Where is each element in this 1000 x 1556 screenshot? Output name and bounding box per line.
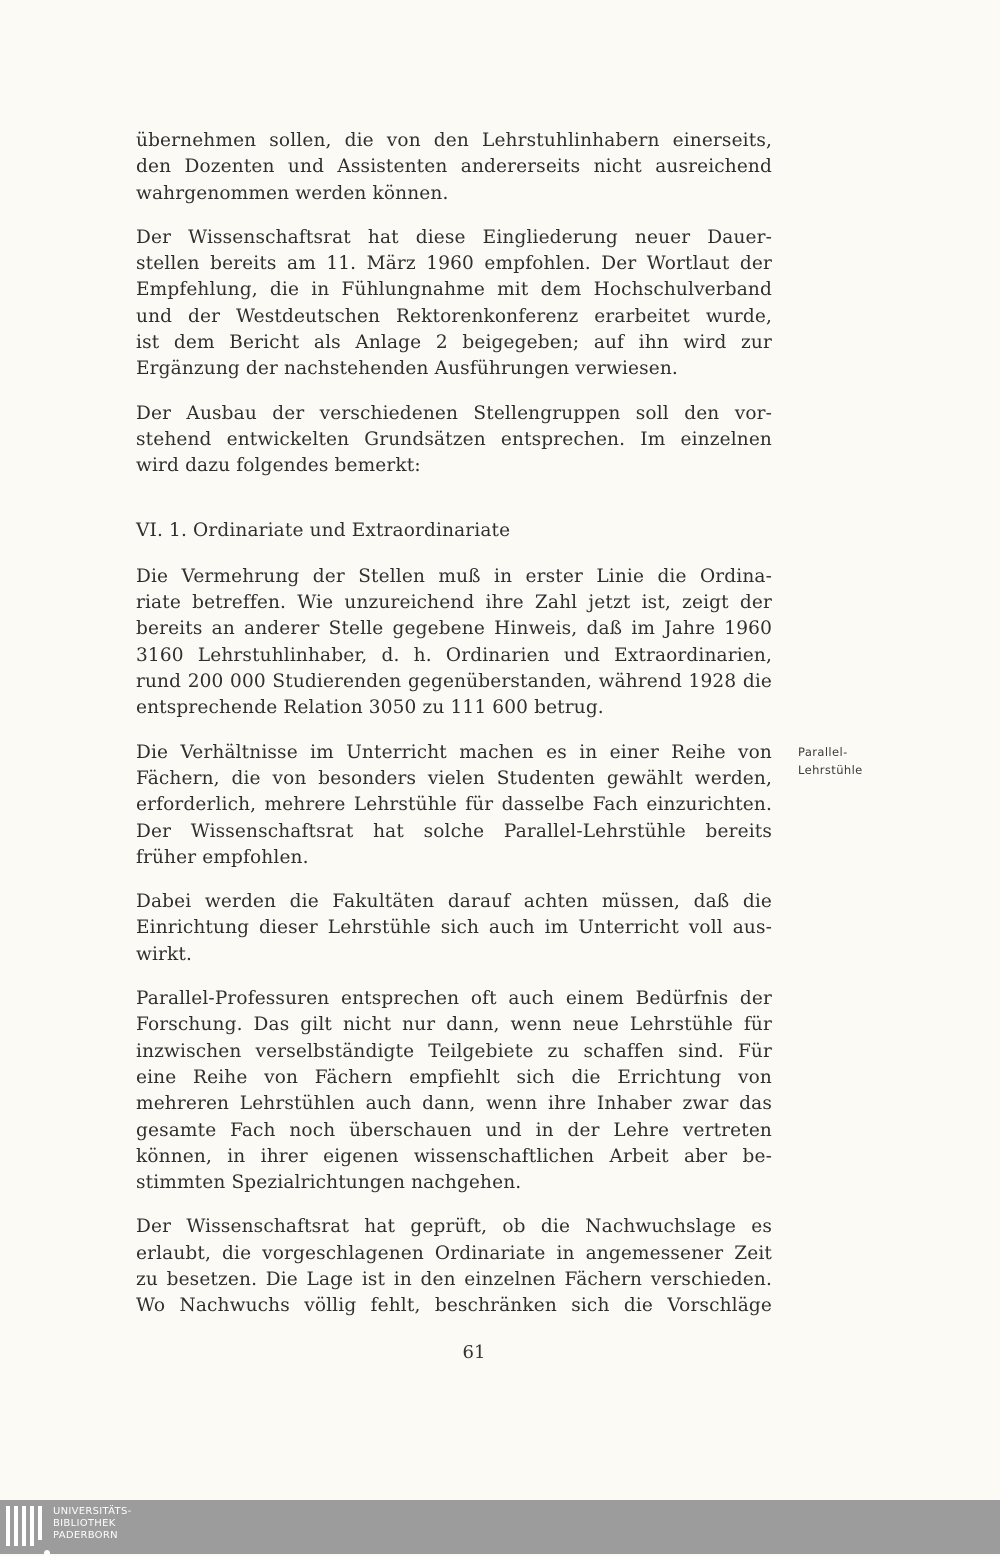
text-line: erlaubt, die vorgeschlagenen Ordinariate in angemessener Zeit — [136, 1242, 772, 1264]
text-line: wahrgenommen werden können. — [136, 182, 449, 204]
text-line: wird dazu folgendes bemerkt: — [136, 455, 421, 477]
text-line: Parallel-Professuren entsprechen oft auch einem Bedürfnis der — [136, 988, 772, 1010]
body-text — [136, 128, 772, 1338]
margin-note — [798, 743, 888, 779]
library-name-line: BIBLIOTHEK — [53, 1518, 116, 1529]
text-line: zu besetzen. Die Lage ist in den einzelnen Fächern verschieden. — [136, 1268, 772, 1290]
text-line: bereits an anderer Stelle gegebene Hinweis, daß im Jahre 1960 — [136, 618, 772, 640]
text-line: den Dozenten und Assistenten andererseits nicht ausreichend — [136, 156, 772, 178]
text-line: 3160 Lehrstuhlinhaber, d. h. Ordinarien und Extraordinarien, — [136, 644, 772, 666]
library-footer — [0, 1500, 1000, 1554]
text-line: rund 200 000 Studierenden gegenüberstanden, während 1928 die — [136, 671, 772, 693]
text-line: früher empfohlen. — [136, 846, 309, 868]
text-line: entsprechende Relation 3050 zu 111 600 betrug. — [136, 697, 604, 719]
margin-note-line: Lehrstühle — [798, 763, 863, 777]
text-line: stehend entwickelten Grundsätzen entsprechen. Im einzelnen — [136, 428, 772, 450]
text-line: Der Ausbau der verschiedenen Stellengruppen soll den vor- — [136, 402, 772, 424]
margin-note-line: Parallel- — [798, 745, 848, 759]
text-line: Der Wissenschaftsrat hat solche Parallel-Lehrstühle bereits — [136, 820, 772, 842]
text-line: Empfehlung, die in Fühlungnahme mit dem Hochschulverband — [136, 279, 772, 301]
library-bars-logo-icon — [6, 1506, 46, 1552]
text-line: Forschung. Das gilt nicht nur dann, wenn neue Lehrstühle für — [136, 1014, 772, 1036]
text-line: können, in ihrer eigenen wissenschaftlichen Arbeit aber be- — [136, 1145, 772, 1167]
page-number: 61 — [462, 1342, 486, 1363]
paragraph — [136, 564, 772, 722]
text-line: Wo Nachwuchs völlig fehlt, beschränken sich die Vorschläge — [136, 1295, 772, 1317]
paragraph — [136, 401, 772, 480]
paragraph — [136, 986, 772, 1196]
text-line: Der Wissenschaftsrat hat geprüft, ob die Nachwuchslage es — [136, 1216, 772, 1238]
library-name — [53, 1506, 132, 1542]
text-line: Fächern, die von besonders vielen Studenten gewählt werden, — [136, 767, 772, 789]
paragraph — [136, 740, 772, 871]
text-line: und der Westdeutschen Rektorenkonferenz erarbeitet wurde, — [136, 305, 772, 327]
text-line: gesamte Fach noch überschauen und in der Lehre vertreten — [136, 1119, 772, 1141]
text-line: inzwischen verselbständigte Teilgebiete zu schaffen sind. Für — [136, 1040, 772, 1062]
text-line: Die Verhältnisse im Unterricht machen es in einer Reihe von — [136, 741, 772, 763]
text-line: mehreren Lehrstühlen auch dann, wenn ihre Inhaber zwar das — [136, 1093, 772, 1115]
text-line: Einrichtung dieser Lehrstühle sich auch im Unterricht voll aus- — [136, 917, 772, 939]
text-line: Ergänzung der nachstehenden Ausführungen verwiesen. — [136, 358, 678, 380]
text-line: wirkt. — [136, 943, 193, 965]
paragraph — [136, 128, 772, 207]
paragraph — [136, 1214, 772, 1319]
paragraph — [136, 889, 772, 968]
text-line: stellen bereits am 11. März 1960 empfohlen. Der Wortlaut der — [136, 253, 772, 275]
text-line: stimmten Spezialrichtungen nachgehen. — [136, 1172, 522, 1194]
text-line: Dabei werden die Fakultäten darauf achten müssen, daß die — [136, 891, 772, 913]
text-line: ist dem Bericht als Anlage 2 beigegeben; auf ihn wird zur — [136, 332, 772, 354]
library-name-line: PADERBORN — [53, 1530, 118, 1541]
paragraph — [136, 225, 772, 383]
text-line: eine Reihe von Fächern empfiehlt sich die Errichtung von — [136, 1066, 772, 1088]
text-line: erforderlich, mehrere Lehrstühle für dasselbe Fach einzurichten. — [136, 794, 772, 816]
text-line: Die Vermehrung der Stellen muß in erster Linie die Ordina- — [136, 565, 772, 587]
library-name-line: UNIVERSITÄTS- — [53, 1506, 132, 1517]
section-heading: VI. 1. Ordinariate und Extraordinariate — [136, 519, 511, 541]
text-line: übernehmen sollen, die von den Lehrstuhlinhabern einerseits, — [136, 130, 772, 151]
text-line: Der Wissenschaftsrat hat diese Eingliederung neuer Dauer- — [136, 226, 772, 248]
text-line: riate betreffen. Wie unzureichend ihre Zahl jetzt ist, zeigt der — [136, 592, 772, 614]
